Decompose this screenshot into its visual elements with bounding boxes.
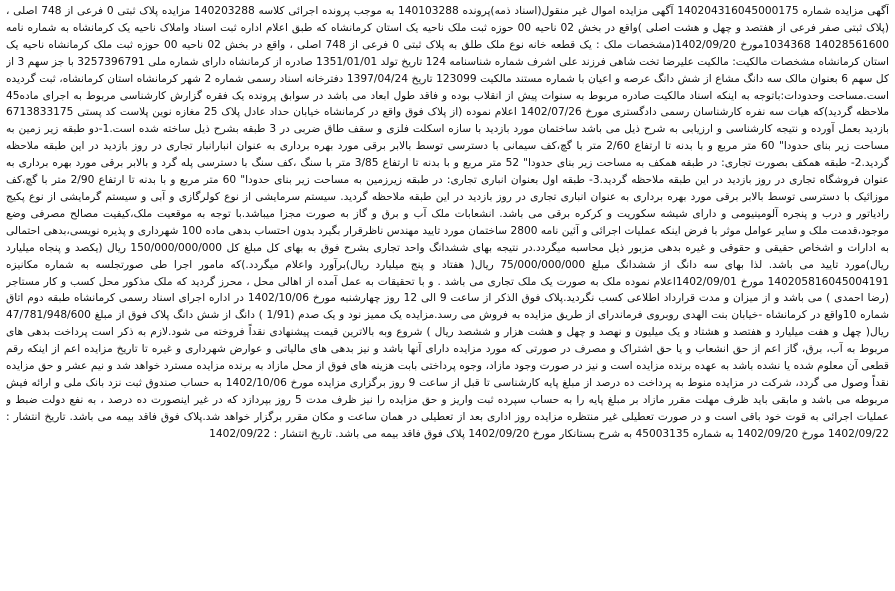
notice-text: آگهی مزایده شماره 140204316045000175 آگهی مزایده اموال غیر منقول(اسناد ذمه)پرونده 140103288 به موجب پرونده اجرائی کلاسه 140203288 مزایده پلاک ثبتی 0 فرعی از 748 اصلی ، (پلاک ثبتی صفر فرعی از هفتصد و چهل و هشت اصلی )واقع در بخش 02 ناحیه 00 حوزه ثبت ملک ناحیه یک استان کرمانشاه که طبق اعلام اداره ثبت اسناد واملاک ناحیه یک کرمانشاه به شماره نامه 14028561600 1034368مورخ 1402/09/20(مشخصات ملک : یک قطعه خانه نوع ملک طلق به پلاک ثبتی 0 فرعی از 748 اصلی ، واقع در بخش 02 ناحیه 00 حوزه ثبت ملک کرمانشاه ناحیه یک استان کرمانشاه مشخصات مالکیت: مالکیت علیرضا تخت شاهی فرزند علی اشرف شماره شناسنامه 124 تاریخ تولد 1351/01/01 صادره از کرمانشاه دارای شماره ملی 3257396791 با جز سهم 3 از کل سهم 6 بعنوان مالک سه دانگ مشاع از شش دانگ عرصه و اعیان با شماره مستند مالکیت 123099 تاریخ 1397/04/24 دفترخانه اسناد رسمی شماره 2 شهر کرمانشاه استان کرمانشاه، ثبت گردیده است.مساحت وحدودات:باتوجه به اینکه اسناد مالکیت صادره مربوط به سنوات پیش از انقلاب بوده و فاقد طول ابعاد می باشد در سوابق پرونده یک فقره گزارش کارشناسی مربوط به اجرای ماده45 ملاحظه گردید)که هیات سه نفره کارشناسان رسمی دادگستری مورخ 1402/07/26 اعلام نموده (از پلاک فوق واقع در کرمانشاه خیابان حداد عادل پلاک 25 مغازه نوین پلاست کد پستی 6713833175 بازدید بعمل آورده و نتیجه کارشناسی و ارزیابی به شرح ذیل می باشد ساختمان مورد بازدید با سازه اسکلت فلزی و سقف طاق ضربی در 3 طبقه بشرح ذیل ساخته شده است.1-دو طبقه زیر زمین به مساحت زیر بنای حدودا" 60 متر مربع و با بدنه تا ارتفاع 2/60 متر با گچ،کف سیمانی با دسترسی توسط بالابر برقی مورد بهره برداری به عنوان انبارانبار تجاری در روز بازدید در این طبقه ملاحظه گردید.2- طبقه همکف بصورت تجاری: در طبقه همکف به مساحت زیر بنای حدودا" 52 متر مربع و با بدنه تا ارتفاع 3/85 متر با سنگ ،کف سنگ با دسترسی پله گرد و بالابر برقی مورد بهره برداری به عنوان فروشگاه تجاری در روز بازدید در این طبقه ملاحظه گردید.3- طبقه اول بعنوان انباری تجاری: در طبقه زیرزمین به مساحت زیر بنای حدودا" 60 متر مربع و با بدنه تا ارتفاع 2/90 متر با گچ،کف موزائیک با دسترسی توسط بالابر برقی مورد بهره برداری به عنوان انباری تجاری در روز بازدید در این طبقه ملاحظه گردید. سیستم سرمایشی از نوع کولرگازی و آبی و سیستم گرمایشی از نوع پکیج رادیاتور و درب و پنجره آلومینیومی و دارای شیشه سکوریت و کرکره برقی می باشد. انشعابات ملک آب و برق و گاز به صورت مجزا میباشد.با توجه به موقعیت ملک،کیفیت مصالح مصرفی وضع موجود،قدمت ملک و سایر عوامل موثر با فرض اینکه عملیات اجرائی و آئین نامه 2800 ساختمان مورد تایید مهندس ناظرقرار بگیرد بدون احتساب بدهی ماده 100 شهرداری و پذیره نویسی،بدهی احتمالی به ادارات و اشخاص حقیقی و حقوقی و غیره بدهی مزبور ذیل محاسبه میگردد.در نتیجه بهای ششدانگ واحد تجاری بشرح فوق به بهای کل مبلغ کل 150/000/000/000 ریال (یکصد و پنجاه میلیارد ریال)مورد تایید می باشد. لذا بهای سه دانگ از ششدانگ مبلغ 75/000/000/000 ریال( هفتاد و پنج میلیارد ریال)برآورد واعلام میگردد.)که مامور اجرا طی صورتجلسه به شماره مکانیزه 140205816045004191 مورخ 1402/09/01اعلام نموده ملک به صورت یک ملک تجاری می باشد . و با تحقیقات به عمل آمده از اهالی محل ، محرز گردید که ملک مذکور محل کسب و کار مستاجر (رضا احمدی ) می باشد و از میزان و مدت قرارداد اطلاعی کسب نگردید.پلاک فوق الذکر از ساعت 9 الی 12 روز چهارشنبه مورخ 1402/10/06 در اداره اجرای اسناد رسمی کرمانشاه طبقه دوم اتاق شماره 10واقع در کرمانشاه -خیابان بنت الهدی روبروی فرماندرای از طریق مزایده به فروش می رسد.مزایده یک ممیز نود و یک صدم (1/91 ) دانگ از شش دانگ پلاک فوق از مبلغ 47/781/948/600 ریال( چهل و هفت میلیارد و هفتصد و هشتاد و یک میلیون و نهصد و چهل و هشت هزار و ششصد ریال ) شروع وبه بالاترین قیمت پیشنهادی نقداً فروخته می شود.لازم به ذکر است پرداخت بدهی های مربوط به آب، برق، گاز اعم از حق انشعاب و یا حق اشتراک و مصرف در صورتی که مورد مزایده دارای آنها باشد و نیز بدهی های مالیاتی و عوارض شهرداری و غیره تا تاریخ مزایده اعم از اینکه رقم قطعی آن معلوم شده یا نشده باشد به عهده برنده مزایده است و نیز در صورت وجود مازاد، وجوه پرداختی بابت هزینه های فوق از محل مازاد به برنده مزایده مسترد خواهد شد و نیم عشر و حق مزایده نقداً وصول می گردد، شرکت در مزایده منوط به پرداخت ده درصد از مبلغ پایه کارشناسی تا قبل از ساعت 9 روز برگزاری مزایده مورخ 1402/10/06 به حساب صندوق ثبت نزد بانک ملی و ارائه فیش مربوطه می باشد و مابقی باید ظرف مهلت مقرر مازاد بر مبلغ پایه را به حساب سپرده ثبت واریز و حق مزایده را نیز ظرف مدت 5 روز بپردازد که در غیر اینصورت ده درصد ، به نفع دولت ضبط و عملیات اجرائی به قوت خود باقی است و در صورت تعطیلی غیر منتظره مزایده روز اداری بعد از تعطیلی در همان ساعت و مکان مقرر برگزار خواهد شد.پلاک فوق فاقد بیمه می باشد. تاریخ انتشار : 1402/09/22 مورخ 1402/09/20 به شماره 45003135 به شرح بستانکار مورخ 1402/09/20 پلاک فوق فاقد بیمه می باشد. تاریخ انتشار : 1402/09/22 <box>6 5 889 440</box>
auction-notice <box>6 3 889 588</box>
